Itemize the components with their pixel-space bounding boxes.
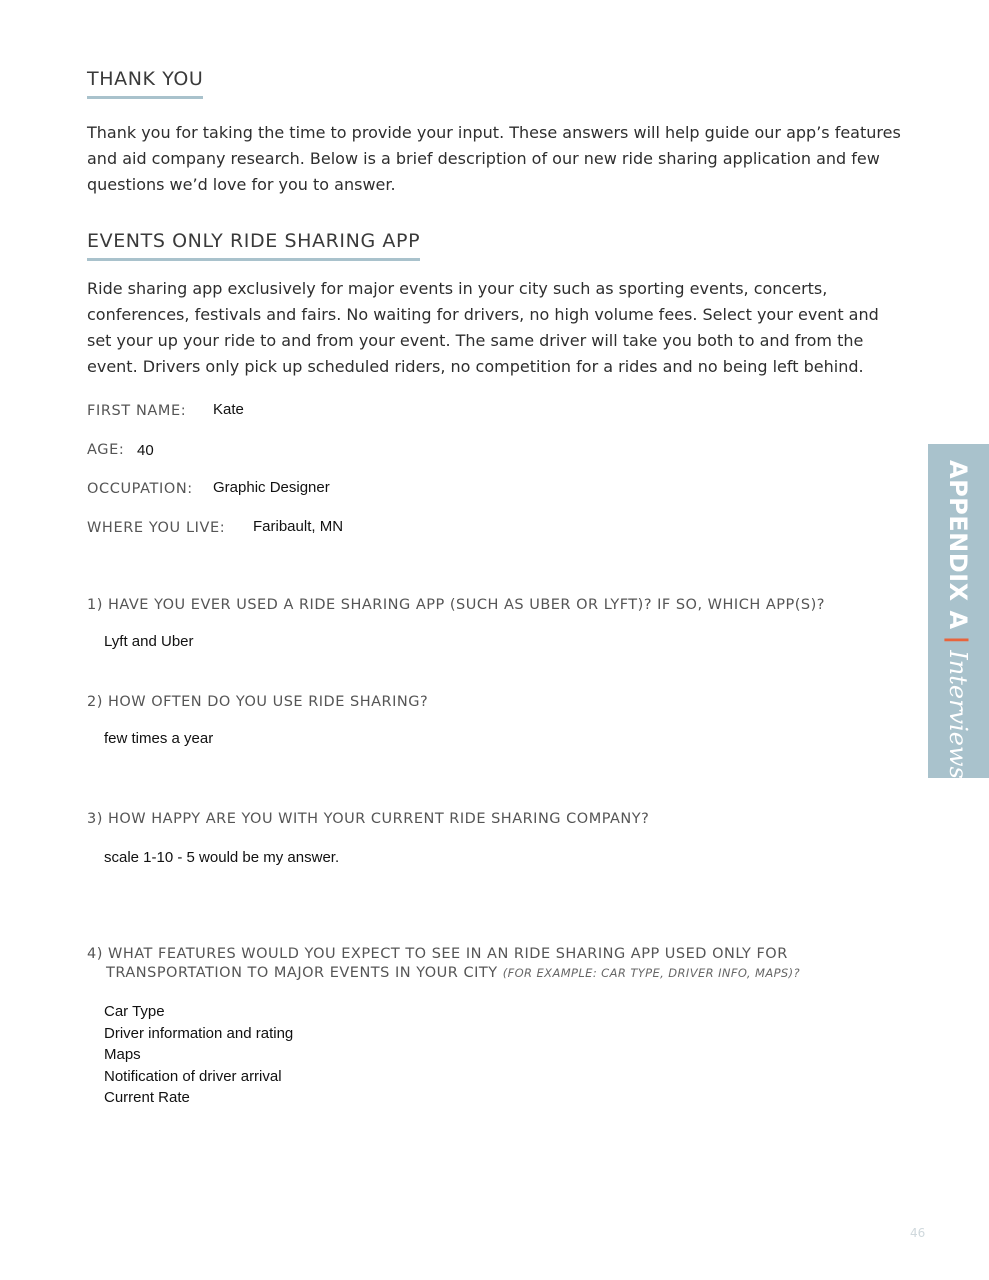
question-4-line-2-text: TRANSPORTATION TO MAJOR EVENTS IN YOUR CITY (106, 965, 498, 981)
first-name-label: FIRST NAME: (87, 403, 187, 419)
occupation-value: Graphic Designer (213, 479, 330, 496)
list-item: Driver information and rating (104, 1024, 294, 1042)
side-tab-interviews: Interviews (944, 650, 972, 779)
where-you-live-label: WHERE YOU LIVE: (87, 520, 226, 536)
question-4-example: (FOR EXAMPLE: CAR TYPE, DRIVER INFO, MAPS)? (502, 966, 801, 980)
answer-2: few times a year (104, 730, 214, 747)
answer-3: scale 1-10 - 5 would be my answer. (104, 849, 340, 866)
list-item: Car Type (104, 1003, 165, 1020)
answer-1: Lyft and Uber (104, 633, 194, 650)
side-tab-label (944, 460, 972, 779)
list-item: Maps (104, 1046, 141, 1063)
events-app-heading: EVENTS ONLY RIDE SHARING APP (87, 230, 420, 261)
thank-you-paragraph: Thank you for taking the time to provide your input. These answers will help guide our app’s features and aid company research. Below is a brief description of our new ride sharing application and few questions we’d love for you to answer. (87, 123, 901, 194)
where-you-live-value: Faribault, MN (253, 518, 344, 535)
appendix-side-tab (928, 444, 989, 778)
question-4-line-2 (106, 965, 800, 981)
question-3: 3) HOW HAPPY ARE YOU WITH YOUR CURRENT RIDE SHARING COMPANY? (87, 811, 650, 827)
thank-you-heading: THANK YOU (87, 68, 203, 99)
question-2: 2) HOW OFTEN DO YOU USE RIDE SHARING? (87, 694, 429, 710)
side-tab-divider: | (944, 635, 972, 645)
answer-4-list (104, 1001, 293, 1109)
list-item: Notification of driver arrival (104, 1067, 282, 1085)
occupation-label: OCCUPATION: (87, 481, 193, 497)
age-label: AGE: (87, 442, 125, 458)
first-name-value: Kate (213, 401, 244, 418)
list-item: Current Rate (104, 1089, 190, 1106)
age-value: 40 (137, 442, 154, 459)
page-number: 46 (910, 1226, 926, 1240)
events-app-paragraph: Ride sharing app exclusively for major events in your city such as sporting events, concerts, conferences, festivals and fairs. No waiting for drivers, no high volume fees. Select your event and set your up your ride to and from your event. The same driver will take you both to and from the event. Drivers only pick up scheduled riders, no competition for a rides and no being left behind. (87, 279, 879, 376)
side-tab-appendix: APPENDIX A (944, 460, 972, 630)
question-4-line-1: 4) WHAT FEATURES WOULD YOU EXPECT TO SEE IN AN RIDE SHARING APP USED ONLY FOR (87, 946, 788, 962)
question-1: 1) HAVE YOU EVER USED A RIDE SHARING APP (SUCH AS UBER OR LYFT)? IF SO, WHICH APP(S)? (87, 597, 825, 613)
